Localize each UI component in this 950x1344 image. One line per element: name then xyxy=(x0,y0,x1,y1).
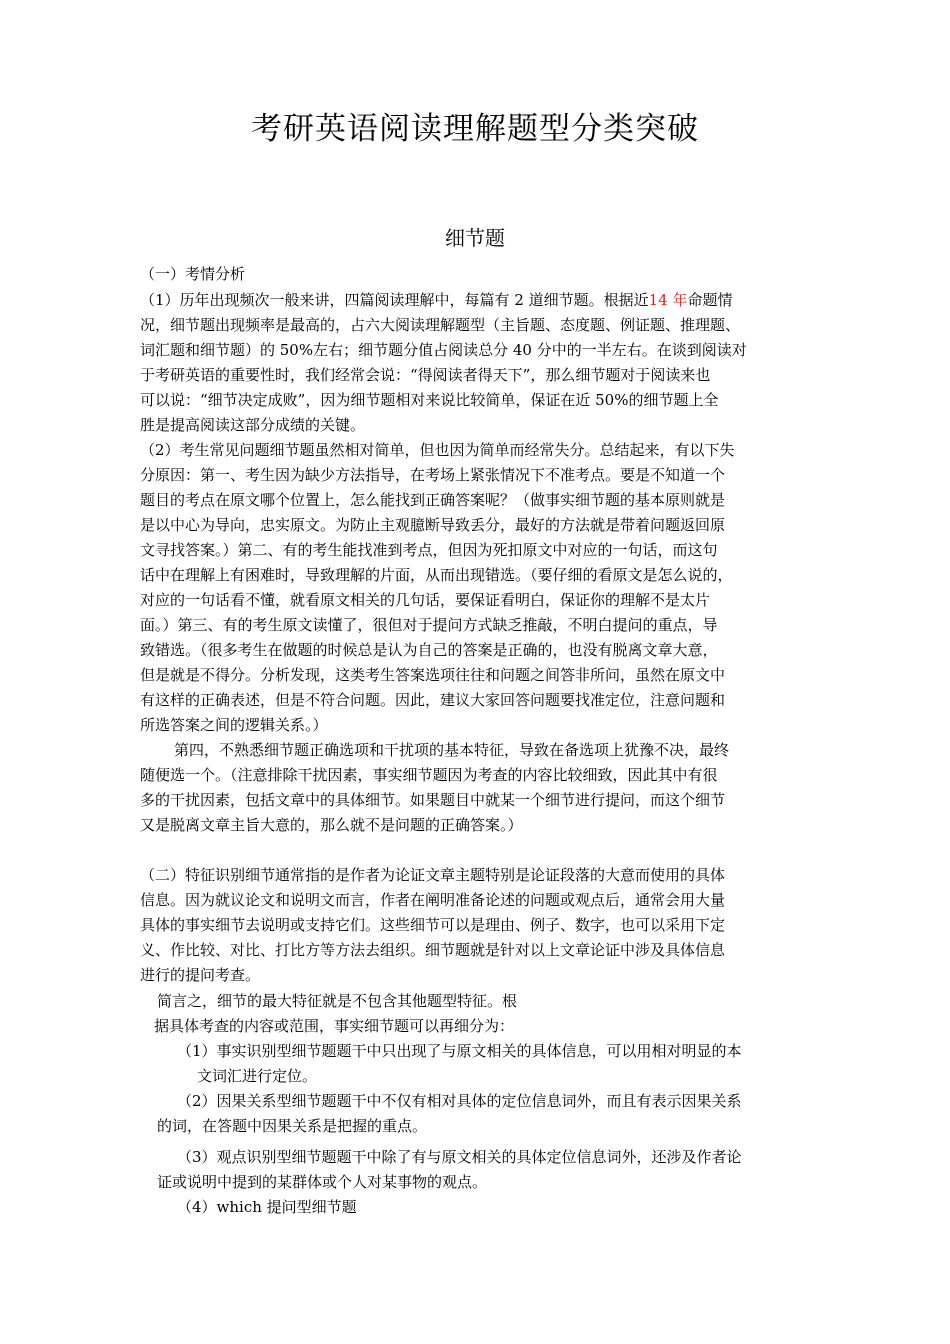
paragraph-line: 文寻找答案。）第二、有的考生能找准到考点，但因为死扣原文中对应的一句话，而这句 xyxy=(140,541,718,559)
paragraph-line: 致错选。（很多考生在做题的时候总是认为自己的答案是正确的，也没有脱离文章大意， xyxy=(140,641,718,659)
paragraph-line: 可以说：“细节决定成败”，因为细节题相对来说比较简单，保证在近 50%的细节题上全 xyxy=(140,391,719,409)
paragraph-line: 面。）第三、有的考生原文读懂了，很但对于提问方式缺乏推敲，不明白提问的重点，导 xyxy=(140,616,718,634)
text-run: 命题情 xyxy=(687,291,733,309)
paragraph-line: （2）考生常见问题细节题虽然相对简单，但也因为简单而经常失分。总结起来，有以下失 xyxy=(140,441,735,459)
list-item-line: 文词汇进行定位。 xyxy=(197,1067,318,1085)
paragraph-line: 对应的一句话看不懂，就看原文相关的几句话，要保证看明白，保证你的理解不是太片 xyxy=(140,591,711,609)
paragraph-line: 话中在理解上有困难时，导致理解的片面，从而出现错选。（要仔细的看原文是怎么说的， xyxy=(140,566,733,584)
paragraph-line: 词汇题和细节题）的 50%左右；细节题分值占阅读总分 40 分中的一半左右。在谈到阅读对 xyxy=(140,341,747,359)
paragraph-line: （二）特征识别细节通常指的是作者为论证文章主题特别是论证段落的大意而使用的具体 xyxy=(140,866,726,884)
paragraph-line: 简言之，细节的最大特征就是不包含其他题型特征。根 xyxy=(157,992,518,1010)
paragraph-line: 是以中心为导向，忠实原文。为防止主观臆断导致丢分，最好的方法就是带着问题返回原 xyxy=(140,516,726,534)
list-item-line: （3）观点识别型细节题题干中除了有与原文相关的具体定位信息词外，还涉及作者论 xyxy=(177,1148,742,1166)
paragraph-line: 于考研英语的重要性时，我们经常会说：“得阅读者得天下”，那么细节题对于阅读来也 xyxy=(140,366,711,384)
paragraph-line: 但是就是不得分。分析发现，这类考生答案选项往往和问题之间答非所问，虽然在原文中 xyxy=(140,666,726,684)
paragraph-line: 有这样的正确表述，但是不符合问题。因此，建议大家回答问题要找准定位，注意问题和 xyxy=(140,691,726,709)
paragraph-line: 题目的考点在原文哪个位置上，怎么能找到正确答案呢？（做事实细节题的基本原则就是 xyxy=(140,491,726,509)
paragraph-line: 进行的提问考查。 xyxy=(140,966,261,984)
paragraph-line xyxy=(140,289,733,311)
list-item-line: 证或说明中提到的某群体或个人对某事物的观点。 xyxy=(157,1173,488,1191)
paragraph-line: 胜是提高阅读这部分成绩的关键。 xyxy=(140,416,366,434)
list-item-line: （4）which 提问型细节题 xyxy=(177,1198,357,1216)
heading-exam-analysis: （一）考情分析 xyxy=(140,265,246,283)
section-title: 细节题 xyxy=(445,226,505,250)
list-item-line: （1）事实识别型细节题题干中只出现了与原文相关的具体信息，可以用相对明显的本 xyxy=(177,1042,742,1060)
document-title: 考研英语阅读理解题型分类突破 xyxy=(251,111,699,147)
paragraph-line: 随便选一个。（注意排除干扰因素，事实细节题因为考查的内容比较细致，因此其中有很 xyxy=(140,766,718,784)
paragraph-line: 又是脱离文章主旨大意的，那么就不是问题的正确答案。） xyxy=(140,816,523,834)
paragraph-line: 具体的事实细节去说明或支持它们。这些细节可以是理由、例子、数字，也可以采用下定 xyxy=(140,916,726,934)
paragraph-line: 义、作比较、对比、打比方等方法去组织。细节题就是针对以上文章论证中涉及具体信息 xyxy=(140,941,726,959)
list-item-line: 的词，在答题中因果关系是把握的重点。 xyxy=(157,1117,428,1135)
text-run: （1）历年出现频次一般来讲，四篇阅读理解中，每篇有 2 道细节题。根据近 xyxy=(140,291,649,309)
list-item-line: （2）因果关系型细节题题干中不仅有相对具体的定位信息词外，而且有表示因果关系 xyxy=(177,1092,742,1110)
paragraph-line: 分原因：第一、考生因为缺少方法指导，在考场上紧张情况下不准考点。要是不知道一个 xyxy=(140,466,726,484)
paragraph-line: 况，细节题出现频率是最高的，占六大阅读理解题型（主旨题、态度题、例证题、推理题、 xyxy=(140,316,741,334)
paragraph-line: 信息。因为就议论文和说明文而言，作者在阐明准备论述的问题或观点后，通常会用大量 xyxy=(140,891,726,909)
paragraph-line: 多的干扰因素，包括文章中的具体细节。如果题目中就某一个细节进行提问，而这个细节 xyxy=(140,791,726,809)
paragraph-line: 据具体考查的内容或范围，事实细节题可以再细分为： xyxy=(154,1017,515,1035)
paragraph-line: 第四，不熟悉细节题正确选项和干扰项的基本特征，导致在备选项上犹豫不决，最终 xyxy=(174,741,730,759)
paragraph-line: 所选答案之间的逻辑关系。） xyxy=(140,716,328,734)
highlighted-year: 14 年 xyxy=(648,291,688,309)
